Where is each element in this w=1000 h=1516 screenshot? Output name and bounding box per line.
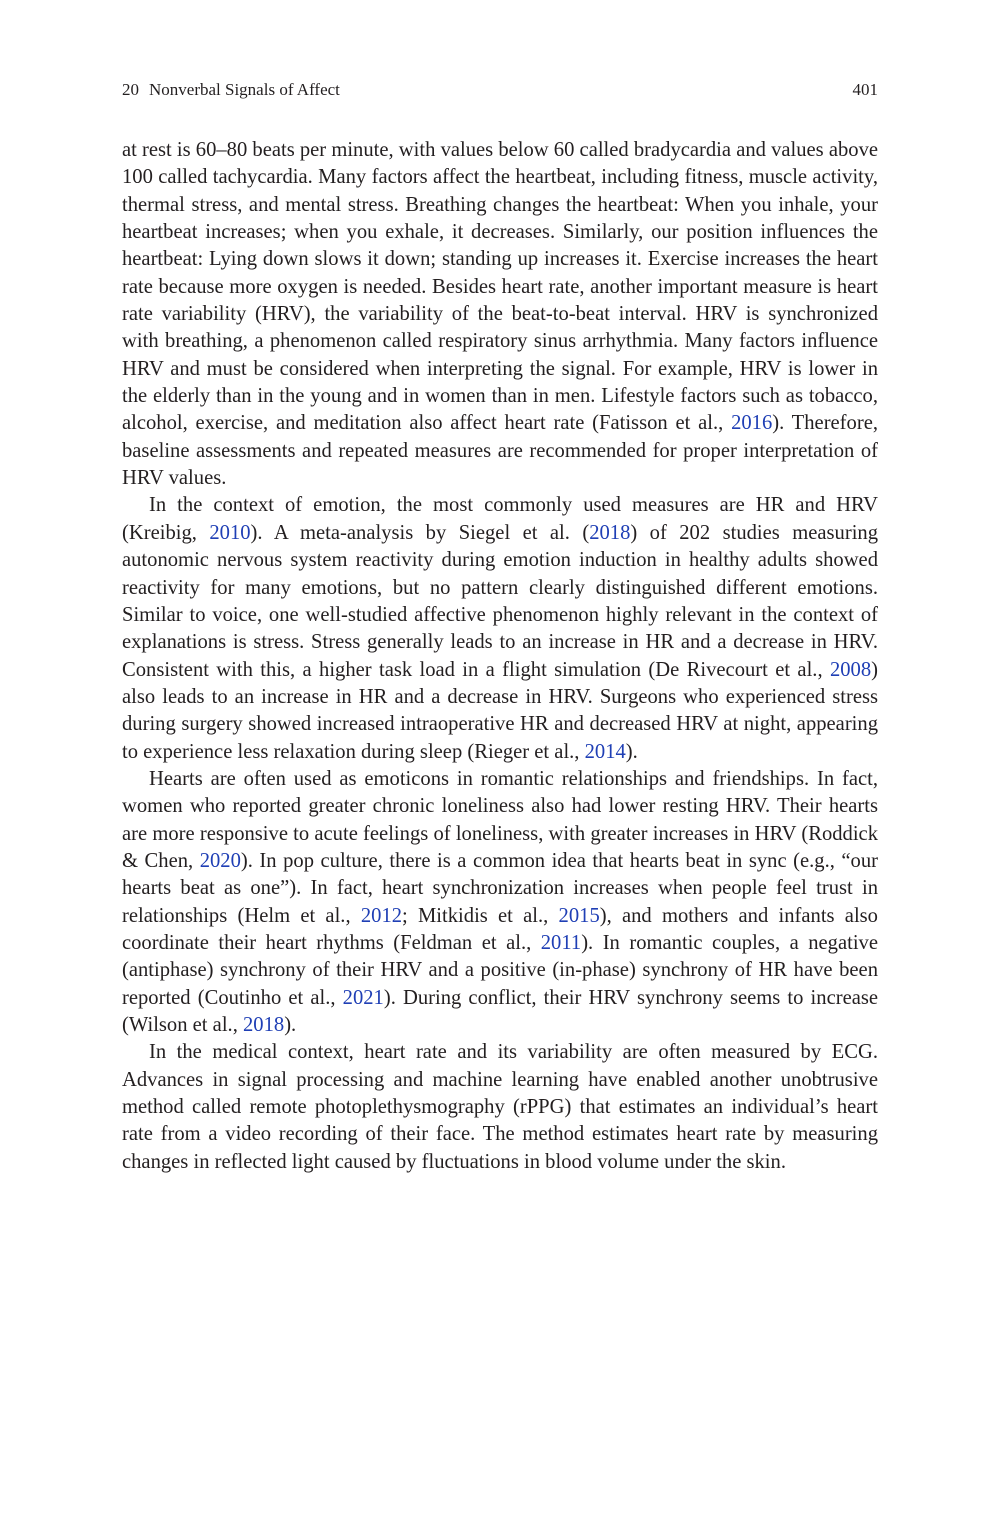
body-text: [122, 137, 878, 1176]
citation-link[interactable]: 2021: [342, 986, 384, 1009]
chapter-title: Nonverbal Signals of Affect: [149, 80, 340, 99]
citation-link[interactable]: 2018: [243, 1014, 285, 1036]
text-run: ). A meta-analysis by Siegel et al. (: [250, 521, 590, 544]
book-page: [122, 76, 878, 1176]
citation-link[interactable]: 2016: [731, 412, 773, 435]
text-run: ). During conflict, their HRV synchrony seems to increase (Wilson et al.,: [122, 986, 879, 1036]
text-run: ) also leads to an increase in HR and a decrease in HRV. Surgeons who experienced stress during surgery showed increased intraoperative HR and decreased HRV at night, appearing to experience less relaxation during sleep (Rieger et al.,: [122, 658, 878, 763]
text-run: at rest is 60–80 beats per minute, with values below 60 called bradycardia and values above 100 called tachycardia. Many factors affect the heartbeat, including fitness, muscle activity, thermal stress, and mental stress. Breathing changes the heartbeat: When you inhale, your heartbeat increases; when you exhale, it decreases. Similarly, our position influences the heartbeat: Lying down slows it down; standing up increases it. Exercise increases the heart rate because more oxygen is needed. Besides heart rate, another important measure is heart rate variability (HRV), the variability of the beat-to-beat interval. HRV is synchronized with breathing, a phenomenon called respiratory sinus arrhythmia. Many factors influence HRV and must be considered when interpreting the signal. For example, HRV is lower in the elderly than in the young and in women than in men. Lifestyle factors such as tobacco, alcohol, exercise, and meditation also affect heart rate (Fatisson et al.,: [122, 139, 879, 435]
paragraph: [122, 1039, 878, 1176]
citation-link[interactable]: 2014: [584, 740, 626, 763]
text-run: Hearts are often used as emoticons in romantic relationships and friendships. In fact, women who reported greater chronic loneliness also had lower resting HRV. Their hearts are more responsive to acute feelings of loneliness, with greater increases in HRV (Roddick & Chen,: [122, 767, 878, 872]
citation-link[interactable]: 2010: [209, 521, 251, 544]
text-run: In the context of emotion, the most commonly used measures are HR and HRV (Kreibig,: [122, 494, 878, 544]
running-head: [122, 76, 878, 104]
citation-link[interactable]: 2018: [589, 521, 631, 544]
chapter-number: 20: [122, 80, 139, 99]
page-number: 401: [852, 80, 878, 99]
text-run: ).: [625, 740, 638, 763]
text-run: ) of 202 studies measuring autonomic nervous system reactivity during emotion induction in healthy adults showed reactivity for many emotions, but no pattern clearly distinguished different emotions. Similar to voice, one well-studied affective phenomenon highly relevant in the context of explanations is stress. Stress generally leads to an increase in HR and a decrease in HRV. Consistent with this, a higher task load in a flight simulation (De Rivecourt et al.,: [122, 521, 879, 681]
text-run: ). In pop culture, there is a common idea that hearts beat in sync (e.g., “our hearts beat as one”). In fact, heart synchronization increases when people feel trust in relationships (Helm et al.,: [122, 849, 878, 927]
text-run: ). Therefore, baseline assessments and repeated measures are recommended for proper interpretation of HRV values.: [122, 412, 878, 490]
text-run: ; Mitkidis et al.,: [402, 904, 559, 927]
text-run: ), and mothers and infants also coordinate their heart rhythms (Feldman et al.,: [122, 904, 878, 954]
text-run: ).: [284, 1014, 297, 1036]
paragraph: [122, 766, 878, 1039]
text-run: In the medical context, heart rate and its variability are often measured by ECG. Advances in signal processing and machine learning have enabled another unobtrusive method called remote photoplethysmography (rPPG) that estimates an individual’s heart rate from a video recording of their face. The method estimates heart rate by measuring changes in reflected light caused by fluctuations in blood volume under the skin.: [122, 1041, 878, 1173]
paragraph: [122, 492, 878, 765]
citation-link[interactable]: 2008: [829, 658, 872, 681]
citation-link[interactable]: 2015: [558, 904, 600, 927]
citation-link[interactable]: 2011: [540, 931, 582, 954]
paragraph: [122, 137, 878, 492]
citation-link[interactable]: 2012: [360, 904, 403, 927]
chapter-heading: [122, 76, 340, 104]
text-run: ). In romantic couples, a negative (antiphase) synchrony of their HRV and a positive (in-phase) synchrony of HR have been reported (Coutinho et al.,: [122, 931, 878, 1009]
citation-link[interactable]: 2020: [199, 849, 241, 872]
